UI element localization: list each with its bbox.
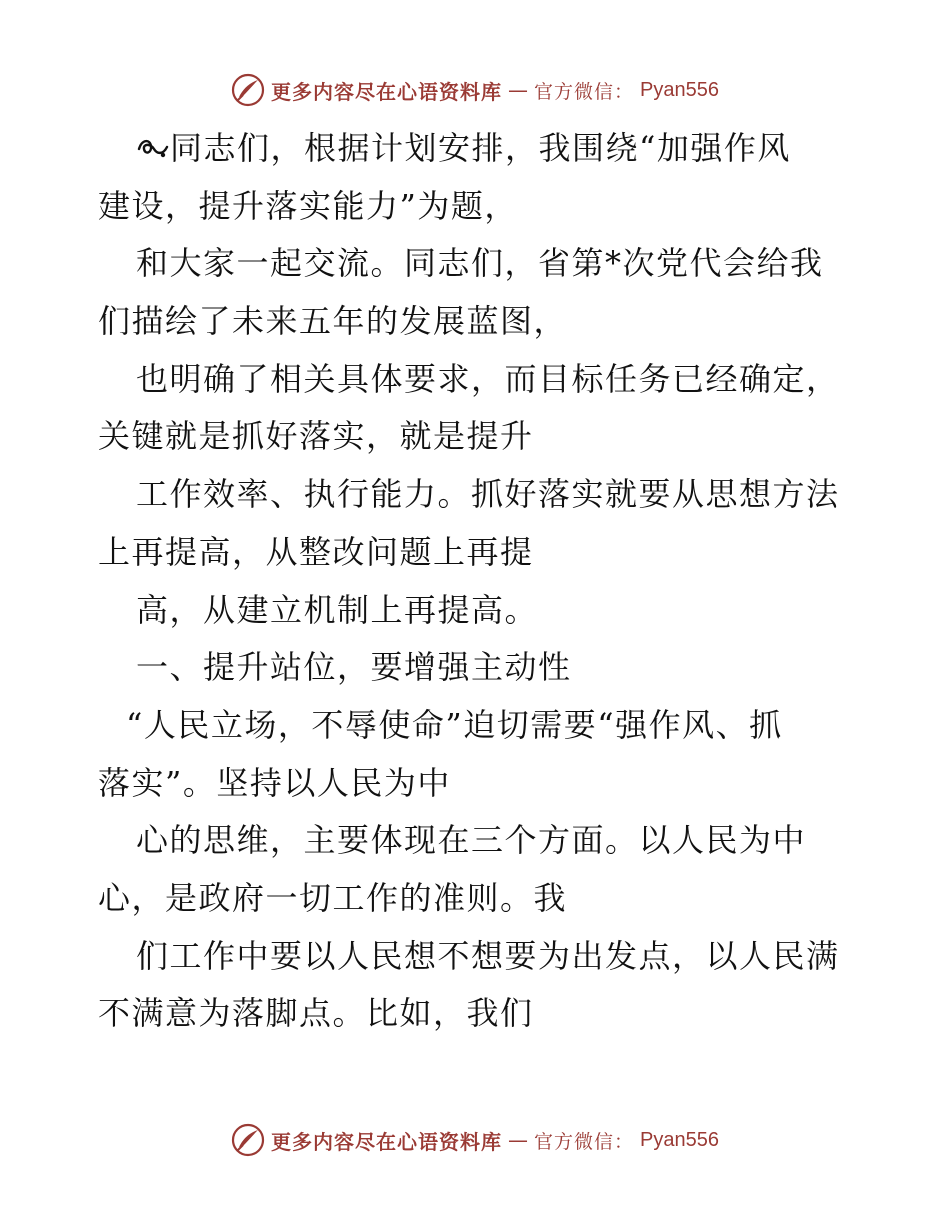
banner-separator: — — [508, 78, 528, 102]
body-line-16: 不满意为落脚点。比如，我们 — [98, 994, 534, 1033]
wechat-id: Pyan556 — [640, 78, 719, 101]
header-watermark-banner — [0, 70, 950, 110]
body-line-5: 也明确了相关具体要求，而目标任务已经确定， — [136, 359, 840, 398]
body-line-14: 心，是政府一切工作的准则。我 — [98, 878, 568, 917]
body-line-15: 们工作中要以人民想不想要为出发点，以人民满 — [136, 936, 840, 975]
quill-seal-icon — [231, 73, 265, 107]
quill-seal-icon — [231, 1123, 265, 1157]
body-line-text: 同志们，根据计划安排，我围绕“加强作风 — [170, 129, 791, 167]
body-line-3: 和大家一起交流。同志们，省第*次党代会给我 — [136, 244, 824, 283]
body-line-2: 建设，提升落实能力”为题， — [98, 186, 518, 225]
body-line-12: 落实”。坚持以人民为中 — [98, 763, 451, 802]
section-heading: 一、提升站位，要增强主动性 — [136, 648, 572, 687]
wechat-label: 官方微信： — [534, 80, 635, 103]
document-body — [98, 120, 858, 1043]
wechat-label: 官方微信： — [534, 1130, 635, 1153]
body-line-9: 高，从建立机制上再提高。 — [136, 590, 539, 629]
body-line-7: 工作效率、执行能力。抓好落实就要从思想方法 — [136, 475, 840, 514]
site-name-text: 更多内容尽在心语资料库 — [271, 79, 502, 104]
footer-watermark-banner — [0, 1120, 950, 1160]
site-name-text: 更多内容尽在心语资料库 — [271, 1129, 502, 1154]
body-line-1 — [98, 120, 858, 178]
flourish-icon — [136, 135, 170, 161]
body-line-6: 关键就是抓好落实，就是提升 — [98, 417, 534, 456]
body-line-8: 上再提高，从整改问题上再提 — [98, 532, 534, 571]
body-line-13: 心的思维，主要体现在三个方面。以人民为中 — [136, 821, 807, 860]
banner-separator: — — [508, 1128, 528, 1152]
body-line-11: “人民立场，不辱使命”迫切需要“强作风、抓 — [126, 705, 783, 744]
body-line-4: 们描绘了未来五年的发展蓝图， — [98, 302, 568, 341]
wechat-id: Pyan556 — [640, 1128, 719, 1151]
